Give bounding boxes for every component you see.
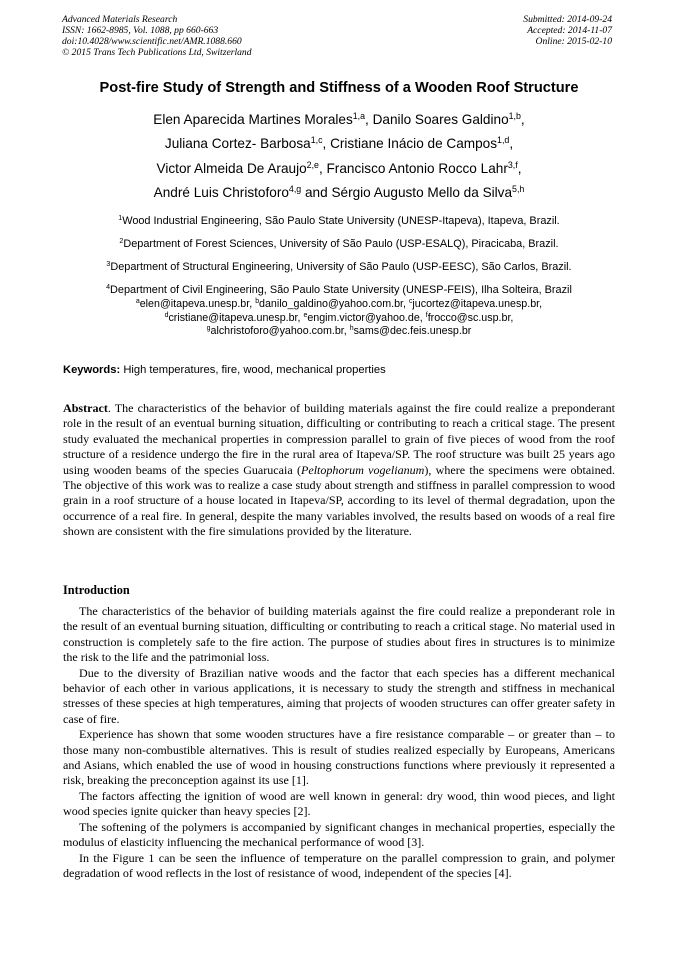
email-line: $^d$cristiane@itapeva.unesp.br, $^e$engim.victor@yahoo.de, $^f$frocco@sc.usp.br, xyxy=(164,311,514,324)
paragraph: Due to the diversity of Brazilian native woods and the factor that each species has a different mechanical behavior of each other in various applications, it is necessary to study the strength and stiffness in mechanical stresses of these species at high temperatures, aiming that projects of wooden structures can offer greater safety in case of fire. xyxy=(63,665,615,726)
affiliation-sup: 1 xyxy=(118,214,123,223)
affiliation-list xyxy=(40,213,638,305)
date-submitted: Submitted: 2014-09-24 xyxy=(523,14,612,25)
keywords-label: Keywords: xyxy=(63,364,121,376)
introduction-body xyxy=(63,604,615,881)
affiliation-text: Wood Industrial Engineering, São Paulo State University (UNESP-Itapeva), Itapeva, Brazil. xyxy=(122,215,560,227)
author-name: Victor Almeida De Araujo xyxy=(156,160,307,176)
email-link[interactable]: alchristoforo@yahoo.com.br xyxy=(210,325,344,338)
email-line: $^a$elen@itapeva.unesp.br, $^b$danilo_galdino@yahoo.com.br, $^c$jucortez@itapeva.unesp.br, xyxy=(135,298,543,310)
abstract-text: ), where the specimens were obtained. The objective of this work was to realize a case study about strength and stiffness in parallel compression to wood grain in a roof structure of a house located in Itapeva/SP, according to its level of thermal degradation, upon the occurrence of a real fire. In general, despite the many variables involved, the results based on woods of a real fire shown are consistent with the fire simulations provided by the literature. xyxy=(63,462,615,539)
author-name: Sérgio Augusto Mello da Silva xyxy=(331,184,513,200)
email-sup: g xyxy=(206,325,211,333)
paper-title: Post-fire Study of Strength and Stiffness of a Wooden Roof Structure xyxy=(99,80,579,96)
email-link[interactable]: engim.victor@yahoo.de xyxy=(307,311,420,324)
affiliation-text: Department of Forest Sciences, University of São Paulo (USP-ESALQ), Piracicaba, Brazil. xyxy=(123,238,559,250)
author-sup: 1,d xyxy=(497,135,510,146)
author-line xyxy=(40,157,638,181)
abstract-text: . The characteristics of the behavior of building materials against the fire could realize a preponderant role in the result of an eventual burning situation, difficulting or contributing to reach a critical stage. The present study evaluated the mechanical properties in compression parallel to grain of five pieces of wood from the roof structure of a residence undergo the fire in the rural area of Itapeva/SP. The roof structure was built 25 years ago using wooden beams of the species Guarucaia ( xyxy=(63,401,615,477)
section-heading: Introduction xyxy=(63,583,130,597)
abstract-label: Abstract xyxy=(63,401,108,415)
paragraph: Experience has shown that some wooden structures have a fire resistance comparable – or greater than – to those many non-combustible alternatives. This is result of studies realized especially by Europeans, Americans and Asians, which enabled the use of wood in housing constructions functions where previously it represented a risk, breaking the preconception against its use [1]. xyxy=(63,727,615,788)
email-link[interactable]: jucortez@itapeva.unesp.br xyxy=(412,298,540,310)
author-separator: , xyxy=(517,160,522,176)
email-sup: c xyxy=(408,298,413,306)
author-list xyxy=(40,108,638,205)
author-separator: , xyxy=(318,160,323,176)
author-name: Juliana Cortez- Barbosa xyxy=(164,136,311,152)
email-link[interactable]: frocco@sc.usp.br xyxy=(427,311,511,324)
email-link[interactable]: danilo_galdino@yahoo.com.br xyxy=(259,298,403,310)
paragraph: The factors affecting the ignition of wood are well known in general: dry wood, thin wood pieces, and light wood species ignite quicker than heavy species [2]. xyxy=(63,788,615,819)
affiliation-sup: 2 xyxy=(119,237,124,246)
author-sup: 1,c xyxy=(310,135,323,146)
affiliation xyxy=(40,213,638,236)
email-sup: h xyxy=(349,325,354,333)
author-separator: , xyxy=(509,136,514,152)
keywords-text: High temperatures, fire, wood, mechanical properties xyxy=(123,364,386,376)
journal-copyright: © 2015 Trans Tech Publications Ltd, Switzerland xyxy=(62,47,252,58)
date-online: Online: 2015-02-10 xyxy=(535,36,612,47)
author-name: Elen Aparecida Martines Morales xyxy=(153,112,353,127)
email-link[interactable]: sams@dec.feis.unesp.br xyxy=(353,325,472,338)
affiliation xyxy=(40,236,638,259)
author-sup: 2,e xyxy=(306,159,319,170)
affiliation-sup: 3 xyxy=(106,260,111,269)
affiliation xyxy=(40,259,638,282)
author-separator: and xyxy=(304,184,328,200)
journal-info xyxy=(62,14,252,58)
email-sup: a xyxy=(135,298,140,306)
email-line: $^g$alchristoforo@yahoo.com.br, $^h$sams@dec.feis.unesp.br xyxy=(206,325,472,338)
author-separator: , xyxy=(322,136,327,152)
journal-name: Advanced Materials Research xyxy=(62,14,178,25)
email-list xyxy=(40,298,638,339)
author-name: Francisco Antonio Rocco Lahr xyxy=(326,160,508,176)
email-link[interactable]: elen@itapeva.unesp.br xyxy=(139,298,250,310)
author-line xyxy=(40,132,638,156)
author-sup: 3,f xyxy=(507,159,518,170)
species-name: Peltophorum vogelianum xyxy=(300,462,425,477)
author-name: Danilo Soares Galdino xyxy=(372,112,509,127)
email-sup: b xyxy=(255,298,260,306)
email-sup: d xyxy=(164,311,169,319)
author-line xyxy=(40,108,638,132)
author-sup: 1,b xyxy=(508,111,521,122)
author-separator: , xyxy=(520,112,525,127)
paragraph: The characteristics of the behavior of building materials against the fire could realize a preponderant role in the result of an eventual burning situation, difficulting or contributing to reach a critical stage. No material used in construction is completely safe to the fire action. The purpose of studies about fires in structures is to minimize the risk to the life and the patrimonial loss. xyxy=(63,604,615,665)
keywords xyxy=(63,364,615,376)
publication-dates xyxy=(523,14,612,47)
abstract xyxy=(63,401,615,540)
paragraph: In the Figure 1 can be seen the influence of temperature on the parallel compression to grain, and polymer degradation of wood reflects in the lost of resistance of wood, independent of the species [4]. xyxy=(63,850,615,880)
author-sup: 1,a xyxy=(352,111,366,122)
author-name: Cristiane Inácio de Campos xyxy=(330,136,498,152)
author-sup: 4,g xyxy=(288,184,302,195)
affiliation-text: Department of Structural Engineering, University of São Paulo (USP-EESC), São Carlos, Brazil. xyxy=(110,261,572,273)
author-line xyxy=(40,181,638,205)
author-name: André Luis Christoforo xyxy=(153,184,289,200)
date-accepted: Accepted: 2014-11-07 xyxy=(527,25,612,36)
email-link[interactable]: cristiane@itapeva.unesp.br xyxy=(168,311,298,324)
affiliation-sup: 4 xyxy=(106,283,111,292)
journal-issn: ISSN: 1662-8985, Vol. 1088, pp 660-663 xyxy=(62,25,219,36)
email-sup: e xyxy=(303,311,308,319)
email-sup: f xyxy=(425,311,428,319)
author-sup: 5,h xyxy=(512,184,525,195)
paragraph: The softening of the polymers is accompanied by significant changes in mechanical properties, especially the modulus of elasticity influencing the mechanical performance of wood [3]. xyxy=(63,819,615,850)
affiliation-text: Department of Civil Engineering, São Paulo State University (UNESP-FEIS), Ilha Solteira, Brazil xyxy=(110,284,572,296)
journal-doi: doi:10.4028/www.scientific.net/AMR.1088.660 xyxy=(62,36,242,47)
author-separator: , xyxy=(365,112,369,127)
